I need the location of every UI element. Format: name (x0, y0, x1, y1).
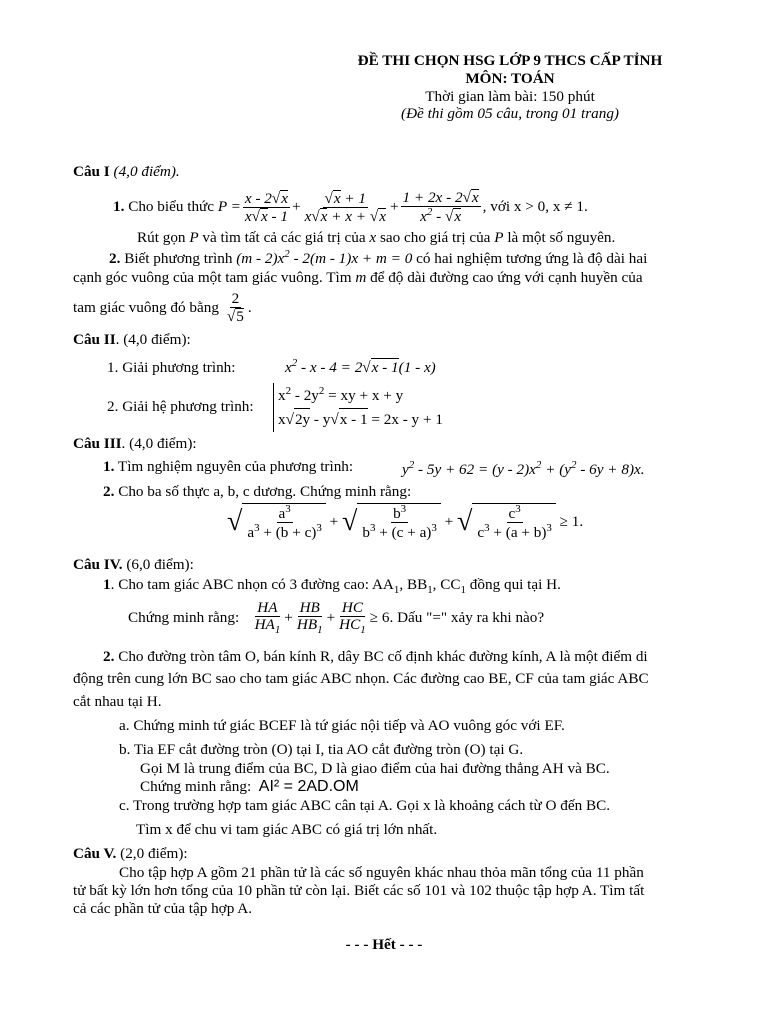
q4-item-c1: c. Trong trường hợp tam giác ABC cân tại A. Gọi x là khoảng cách từ O đến BC. (119, 797, 611, 814)
q4-b3-formula: AI² = 2AD.OM (258, 778, 359, 795)
q1-part2-line3: tam giác vuông đó bằng 2 √ 5 . (73, 291, 252, 325)
q3-equation: $y^2 - 5y + 62 = (y - 2)x^2 + (y^2 - 6y + 8)x$. (402, 459, 645, 479)
q4-part2-line2: động trên cung lớn BC sao cho tam giác ABC nhọn. Các đường cao BE, CF của tam giác ABC (73, 670, 649, 687)
q5-heading: Câu V. (2,0 điểm): (73, 845, 188, 862)
fraction-3: $\frac{1 + 2x - 2√ x}{x^2 - √ x}$ (401, 189, 481, 225)
q2-part2: 2. Giải hệ phương trình: (107, 398, 254, 415)
q1-part1-task: Rút gọn P và tìm tất cả các giá trị của x sao cho giá trị của P là một số nguyên. (137, 229, 616, 246)
q4-item-c2: Tìm x để chu vi tam giác ABC có giá trị lớn nhất. (136, 821, 438, 838)
q4-part2-line3: cắt nhau tại H. (73, 693, 162, 710)
q2-part1: 1. Giải phương trình: (107, 359, 236, 376)
q4-item-a: a. Chứng minh tứ giác BCEF là tứ giác nội tiếp và AO vuông góc với EF. (119, 717, 565, 734)
q5-line1: Cho tập hợp A gồm 21 phần tử là các số nguyên khác nhau thỏa mãn tổng của 11 phần (119, 864, 644, 881)
q2-equation: $x^2 - x - 4 = 2√$ x - 1(1 - x) (285, 357, 436, 377)
q4-item-b2: Gọi M là trung điểm của BC, D là giao điểm của hai đường thẳng AH và BC. (140, 760, 610, 777)
exam-note: (Đề thi gồm 05 câu, trong 01 trang) (401, 105, 619, 122)
q2-heading: Câu II. (4,0 điểm): (73, 331, 191, 348)
exam-title: ĐỀ THI CHỌN HSG LỚP 9 THCS CẤP TỈNH (357, 52, 663, 69)
q1-heading: Câu I (4,0 điểm). (73, 163, 180, 180)
q4-item-b3: Chứng minh rằng: AI² = 2AD.OM (140, 778, 359, 795)
q4-part1: 1. Cho tam giác ABC nhọn có 3 đường cao: $AA_1$, $BB_1$, $CC_1$ đồng qui tại H. (103, 576, 561, 597)
fraction-1: $\frac{x - 2√ x}{x√ x - 1}$ (243, 190, 290, 225)
q5-line3: cả các phần tử của tập hợp A. (73, 900, 253, 917)
q3-heading: Câu III. (4,0 điểm): (73, 435, 197, 452)
subject-title: MÔN: TOÁN (465, 70, 555, 87)
q4-part2-line1: 2. Cho đường tròn tâm O, bán kính R, dây BC cố định khác đường kính, A là một điểm di (103, 648, 648, 665)
q4-heading: Câu IV. (6,0 điểm): (73, 556, 194, 573)
q3-part2: 2. Cho ba số thực a, b, c dương. Chứng minh rằng: (103, 483, 412, 500)
q1-part1: 1. Cho biểu thức P = $\frac{x - 2√ x}{x√ x - 1}$ + √ $\frac{x + 1}{x√ x + x + √ x}$ + $\frac{1 + 2x - 2√ x}{x^2 - √ x}$ , với x > 0, x ≠ 1. (113, 187, 588, 227)
q3-inequality: √ $\frac{a^3}{a^3 + (b + c)^3}$ + √ $\frac{b^3}{b^3 + (c + a)^3}$ + √ $\frac{c^3}{c^3 + (a + b)^3}$ ≥ 1. (227, 503, 583, 541)
q1-part2-line2: cạnh góc vuông của một tam giác vuông. Tìm m để độ dài đường cao ứng với cạnh huyền của (73, 269, 643, 286)
time-limit: Thời gian làm bài: 150 phút (425, 88, 595, 105)
q4-item-b1: b. Tia EF cắt đường tròn (O) tại I, tia AO cắt đường tròn (O) tại G. (119, 741, 524, 758)
q4-part1-prove: Chứng minh rằng: $\frac{HA}{HA_1}$ + $\frac{HB}{HB_1}$ + $\frac{HC}{HC_1}$ ≥ 6 . Dấu "=" xảy ra khi nào? (128, 598, 545, 636)
q1-p-var: P = (217, 198, 241, 215)
q1-part2: 2. Biết phương trình $(m - 2)x^2 - 2(m - 1)x + m = 0$ có hai nghiệm tương ứng là độ dài hai (109, 248, 648, 268)
q3-part1: 1. Tìm nghiệm nguyên của phương trình: (103, 458, 354, 475)
end-marker: - - - Hết - - - (345, 936, 423, 953)
q5-line2: tử bất kỳ lớn hơn tổng của 10 phần tử còn lại. Biết các số 101 và 102 thuộc tập hợp A. Tìm tất (73, 882, 645, 899)
q2-system: $x^2 - 2y^2$ = xy + x + y x√ 2y - y√ x - 1 = 2x - y + 1 (273, 383, 443, 432)
fraction-2: √ $\frac{x + 1}{x√ x + x + √ x}$ (303, 190, 388, 225)
